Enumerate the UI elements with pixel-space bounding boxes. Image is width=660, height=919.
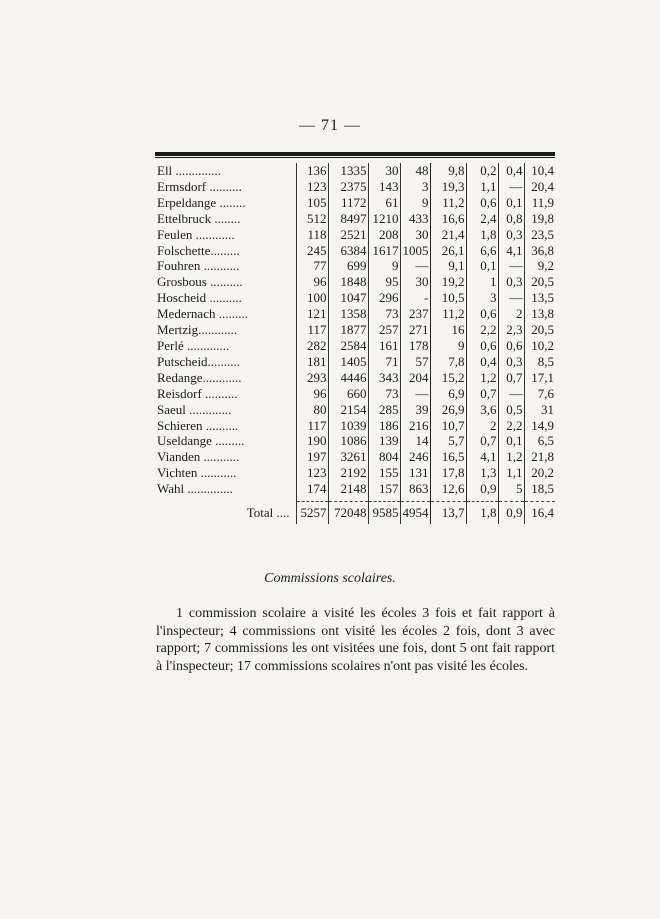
commune-name: Hoscheid .......... bbox=[157, 290, 242, 306]
value-cell-c8: 20,4 bbox=[524, 179, 555, 195]
value-cell-c6: 2,2 bbox=[466, 322, 498, 338]
value-cell-c5: 11,2 bbox=[430, 306, 466, 322]
value-cell-c7: 0,4 bbox=[498, 163, 524, 179]
commune-name: Erpeldange ........ bbox=[157, 194, 246, 210]
value-cell-c4: — bbox=[400, 386, 430, 402]
value-cell-c4: 271 bbox=[400, 322, 430, 338]
value-cell-c8: 20,5 bbox=[524, 322, 555, 338]
value-cell-c7: 2,3 bbox=[498, 322, 524, 338]
value-cell-c2: 1358 bbox=[328, 306, 368, 322]
value-cell-c1: 245 bbox=[296, 243, 328, 259]
value-cell-c3: 155 bbox=[368, 465, 400, 481]
value-cell-c2: 1086 bbox=[328, 433, 368, 449]
value-cell-c8: 16,4 bbox=[524, 502, 555, 525]
table-row bbox=[155, 290, 555, 306]
value-cell-c3: 343 bbox=[368, 370, 400, 386]
table-row bbox=[155, 481, 555, 497]
value-cell-c4: 178 bbox=[400, 338, 430, 354]
statistics-table-block bbox=[155, 152, 555, 524]
body-paragraph: 1 commission scolaire a visité les écoles 3 fois et fait rapport à l'inspecteur; 4 commissions ont visité les écoles 2 fois, dont 3 avec rapport; 7 commissions les ont visitées une fois, dont 5 ont fait rapport à l'inspecteur; 17 commissions scolaires n'ont pas visité les écoles. bbox=[156, 606, 555, 674]
commune-name: Ettelbruck ........ bbox=[157, 210, 241, 226]
value-cell-c7: 0,8 bbox=[498, 211, 524, 227]
value-cell-c8: 11,9 bbox=[524, 195, 555, 211]
value-cell-c1: 174 bbox=[296, 481, 328, 497]
value-cell-c2: 2192 bbox=[328, 465, 368, 481]
value-cell-c4: 4954 bbox=[400, 502, 430, 525]
commune-name: Ell .............. bbox=[157, 163, 221, 178]
value-cell-c5: 19,2 bbox=[430, 274, 466, 290]
value-cell-c1: 293 bbox=[296, 370, 328, 386]
value-cell-c6: 2,4 bbox=[466, 211, 498, 227]
commune-name: Fouhren ........... bbox=[157, 258, 240, 274]
value-cell-c8: 18,5 bbox=[524, 481, 555, 497]
commune-name: Reisdorf .......... bbox=[157, 385, 238, 401]
value-cell-c7: 0,1 bbox=[498, 433, 524, 449]
value-cell-c1: 123 bbox=[296, 465, 328, 481]
value-cell-c8: 10,4 bbox=[524, 163, 555, 179]
value-cell-c7: — bbox=[498, 290, 524, 306]
value-cell-c7: 2,2 bbox=[498, 418, 524, 434]
value-cell-c5: 7,8 bbox=[430, 354, 466, 370]
value-cell-c6: 0,7 bbox=[466, 433, 498, 449]
value-cell-c7: 0,5 bbox=[498, 402, 524, 418]
value-cell-c4: 48 bbox=[400, 163, 430, 179]
commune-name: Vichten ........... bbox=[157, 465, 237, 481]
value-cell-c2: 1039 bbox=[328, 418, 368, 434]
value-cell-c1: 136 bbox=[296, 163, 328, 179]
value-cell-c2: 1335 bbox=[328, 163, 368, 179]
value-cell-c3: 95 bbox=[368, 274, 400, 290]
table-row bbox=[155, 258, 555, 274]
value-cell-c7: 0,3 bbox=[498, 354, 524, 370]
value-cell-c3: 257 bbox=[368, 322, 400, 338]
value-cell-c7: 1,2 bbox=[498, 449, 524, 465]
value-cell-c3: 143 bbox=[368, 179, 400, 195]
value-cell-c6: 3,6 bbox=[466, 402, 498, 418]
value-cell-c3: 296 bbox=[368, 290, 400, 306]
value-cell-c4: 57 bbox=[400, 354, 430, 370]
table-row bbox=[155, 227, 555, 243]
value-cell-c6: 0,6 bbox=[466, 306, 498, 322]
value-cell-c7: 4,1 bbox=[498, 243, 524, 259]
value-cell-c6: 0,1 bbox=[466, 258, 498, 274]
value-cell-c8: 31 bbox=[524, 402, 555, 418]
table-row bbox=[155, 402, 555, 418]
value-cell-c7: 0,9 bbox=[498, 502, 524, 525]
value-cell-c1: 80 bbox=[296, 402, 328, 418]
page-number: — 71 — bbox=[299, 117, 361, 134]
value-cell-c3: 1210 bbox=[368, 211, 400, 227]
value-cell-c2: 660 bbox=[328, 386, 368, 402]
value-cell-c3: 285 bbox=[368, 402, 400, 418]
value-cell-c2: 1047 bbox=[328, 290, 368, 306]
value-cell-c5: 16 bbox=[430, 322, 466, 338]
value-cell-c6: 1,8 bbox=[466, 227, 498, 243]
value-cell-c3: 73 bbox=[368, 306, 400, 322]
value-cell-c5: 11,2 bbox=[430, 195, 466, 211]
value-cell-c1: 282 bbox=[296, 338, 328, 354]
table-row bbox=[155, 179, 555, 195]
value-cell-c6: 0,7 bbox=[466, 386, 498, 402]
commune-name: Grosbous .......... bbox=[157, 274, 243, 290]
commune-name: Ermsdorf .......... bbox=[157, 178, 242, 194]
table-total-row bbox=[155, 502, 555, 525]
value-cell-c3: 73 bbox=[368, 386, 400, 402]
value-cell-c6: 0,6 bbox=[466, 338, 498, 354]
table-row bbox=[155, 211, 555, 227]
table-row bbox=[155, 354, 555, 370]
value-cell-c1: 190 bbox=[296, 433, 328, 449]
value-cell-c8: 21,8 bbox=[524, 449, 555, 465]
value-cell-c2: 6384 bbox=[328, 243, 368, 259]
commune-name: Feulen ............ bbox=[157, 226, 235, 242]
value-cell-c6: 6,6 bbox=[466, 243, 498, 259]
commune-name: Mertzig............ bbox=[157, 322, 238, 338]
table-row bbox=[155, 163, 555, 179]
table-row bbox=[155, 449, 555, 465]
value-cell-c4: 246 bbox=[400, 449, 430, 465]
table-row bbox=[155, 386, 555, 402]
commune-name: Putscheid.......... bbox=[157, 353, 241, 369]
value-cell-c1: 123 bbox=[296, 179, 328, 195]
table-row bbox=[155, 433, 555, 449]
table-row bbox=[155, 306, 555, 322]
value-cell-c4: 1005 bbox=[400, 243, 430, 259]
value-cell-c4: - bbox=[400, 290, 430, 306]
value-cell-c1: 121 bbox=[296, 306, 328, 322]
value-cell-c8: 36,8 bbox=[524, 243, 555, 259]
table-row bbox=[155, 243, 555, 259]
value-cell-c4: 3 bbox=[400, 179, 430, 195]
value-cell-c5: 13,7 bbox=[430, 502, 466, 525]
value-cell-c6: 4,1 bbox=[466, 449, 498, 465]
table-body bbox=[155, 163, 555, 524]
value-cell-c4: 216 bbox=[400, 418, 430, 434]
value-cell-c7: 0,3 bbox=[498, 274, 524, 290]
value-cell-c8: 14,9 bbox=[524, 418, 555, 434]
value-cell-c6: 1,8 bbox=[466, 502, 498, 525]
value-cell-c8: 7,6 bbox=[524, 386, 555, 402]
value-cell-c1: 117 bbox=[296, 418, 328, 434]
value-cell-c8: 9,2 bbox=[524, 258, 555, 274]
value-cell-c3: 71 bbox=[368, 354, 400, 370]
value-cell-c5: 9,8 bbox=[430, 163, 466, 179]
value-cell-c5: 26,1 bbox=[430, 243, 466, 259]
value-cell-c5: 16,6 bbox=[430, 211, 466, 227]
commune-name: Redange............ bbox=[157, 369, 242, 385]
value-cell-c7: 0,6 bbox=[498, 338, 524, 354]
value-cell-c2: 4446 bbox=[328, 370, 368, 386]
value-cell-c1: 96 bbox=[296, 274, 328, 290]
table-row bbox=[155, 418, 555, 434]
value-cell-c5: 17,8 bbox=[430, 465, 466, 481]
value-cell-c7: — bbox=[498, 386, 524, 402]
value-cell-c1: 96 bbox=[296, 386, 328, 402]
value-cell-c3: 1617 bbox=[368, 243, 400, 259]
value-cell-c5: 26,9 bbox=[430, 402, 466, 418]
value-cell-c1: 100 bbox=[296, 290, 328, 306]
table-top-rule-thin bbox=[155, 157, 555, 158]
commune-name: Schieren .......... bbox=[157, 417, 239, 433]
value-cell-c4: 863 bbox=[400, 481, 430, 497]
table-row bbox=[155, 195, 555, 211]
value-cell-c6: 1,2 bbox=[466, 370, 498, 386]
value-cell-c3: 61 bbox=[368, 195, 400, 211]
value-cell-c8: 19,8 bbox=[524, 211, 555, 227]
value-cell-c6: 1,1 bbox=[466, 179, 498, 195]
value-cell-c2: 72048 bbox=[328, 502, 368, 525]
commune-name: Medernach ......... bbox=[157, 306, 248, 322]
value-cell-c4: 237 bbox=[400, 306, 430, 322]
value-cell-c5: 9 bbox=[430, 338, 466, 354]
value-cell-c6: 3 bbox=[466, 290, 498, 306]
value-cell-c1: 105 bbox=[296, 195, 328, 211]
table-row bbox=[155, 465, 555, 481]
value-cell-c1: 181 bbox=[296, 354, 328, 370]
value-cell-c3: 9 bbox=[368, 258, 400, 274]
value-cell-c8: 10,2 bbox=[524, 338, 555, 354]
value-cell-c1: 77 bbox=[296, 258, 328, 274]
value-cell-c2: 1877 bbox=[328, 322, 368, 338]
value-cell-c3: 804 bbox=[368, 449, 400, 465]
value-cell-c8: 6,5 bbox=[524, 433, 555, 449]
value-cell-c8: 8,5 bbox=[524, 354, 555, 370]
table-row bbox=[155, 338, 555, 354]
table-row bbox=[155, 274, 555, 290]
value-cell-c5: 16,5 bbox=[430, 449, 466, 465]
value-cell-c5: 9,1 bbox=[430, 258, 466, 274]
value-cell-c3: 186 bbox=[368, 418, 400, 434]
value-cell-c7: 0,1 bbox=[498, 195, 524, 211]
commune-name: Folschette......... bbox=[157, 242, 240, 258]
value-cell-c5: 15,2 bbox=[430, 370, 466, 386]
value-cell-c6: 0,2 bbox=[466, 163, 498, 179]
value-cell-c4: 204 bbox=[400, 370, 430, 386]
value-cell-c4: 9 bbox=[400, 195, 430, 211]
value-cell-c5: 10,7 bbox=[430, 418, 466, 434]
value-cell-c2: 2148 bbox=[328, 481, 368, 497]
value-cell-c6: 0,9 bbox=[466, 481, 498, 497]
value-cell-c7: 0,7 bbox=[498, 370, 524, 386]
value-cell-c4: 131 bbox=[400, 465, 430, 481]
value-cell-c7: 2 bbox=[498, 306, 524, 322]
value-cell-c2: 3261 bbox=[328, 449, 368, 465]
value-cell-c2: 2584 bbox=[328, 338, 368, 354]
commune-name: Useldange ......... bbox=[157, 433, 245, 449]
value-cell-c6: 2 bbox=[466, 418, 498, 434]
value-cell-c2: 2375 bbox=[328, 179, 368, 195]
section-title: Commissions scolaires. bbox=[264, 571, 396, 586]
value-cell-c3: 157 bbox=[368, 481, 400, 497]
value-cell-c8: 20,2 bbox=[524, 465, 555, 481]
table-top-rule-thick bbox=[155, 152, 555, 156]
value-cell-c5: 12,6 bbox=[430, 481, 466, 497]
value-cell-c3: 139 bbox=[368, 433, 400, 449]
value-cell-c2: 8497 bbox=[328, 211, 368, 227]
value-cell-c8: 17,1 bbox=[524, 370, 555, 386]
value-cell-c4: 14 bbox=[400, 433, 430, 449]
value-cell-c1: 117 bbox=[296, 322, 328, 338]
value-cell-c2: 1848 bbox=[328, 274, 368, 290]
commune-name: Total .... bbox=[246, 504, 290, 520]
value-cell-c6: 1 bbox=[466, 274, 498, 290]
value-cell-c4: 30 bbox=[400, 274, 430, 290]
commune-name: Vianden ........... bbox=[157, 449, 240, 465]
value-cell-c7: 1,1 bbox=[498, 465, 524, 481]
value-cell-c3: 208 bbox=[368, 227, 400, 243]
value-cell-c7: 5 bbox=[498, 481, 524, 497]
value-cell-c4: 433 bbox=[400, 211, 430, 227]
value-cell-c8: 23,5 bbox=[524, 227, 555, 243]
value-cell-c1: 118 bbox=[296, 227, 328, 243]
value-cell-c5: 19,3 bbox=[430, 179, 466, 195]
value-cell-c5: 6,9 bbox=[430, 386, 466, 402]
statistics-table bbox=[155, 163, 555, 524]
value-cell-c7: 0,3 bbox=[498, 227, 524, 243]
value-cell-c3: 161 bbox=[368, 338, 400, 354]
value-cell-c2: 2521 bbox=[328, 227, 368, 243]
value-cell-c7: — bbox=[498, 179, 524, 195]
value-cell-c8: 13,8 bbox=[524, 306, 555, 322]
commune-name: Wahl .............. bbox=[157, 481, 233, 497]
value-cell-c3: 9585 bbox=[368, 502, 400, 525]
value-cell-c7: — bbox=[498, 258, 524, 274]
value-cell-c2: 1405 bbox=[328, 354, 368, 370]
table-row bbox=[155, 370, 555, 386]
value-cell-c3: 30 bbox=[368, 163, 400, 179]
value-cell-c1: 5257 bbox=[296, 502, 328, 525]
value-cell-c8: 13,5 bbox=[524, 290, 555, 306]
value-cell-c8: 20,5 bbox=[524, 274, 555, 290]
commune-name: Perlé ............. bbox=[157, 337, 230, 353]
value-cell-c6: 0,4 bbox=[466, 354, 498, 370]
value-cell-c1: 512 bbox=[296, 211, 328, 227]
value-cell-c2: 1172 bbox=[328, 195, 368, 211]
value-cell-c4: 39 bbox=[400, 402, 430, 418]
value-cell-c5: 5,7 bbox=[430, 433, 466, 449]
value-cell-c1: 197 bbox=[296, 449, 328, 465]
value-cell-c2: 699 bbox=[328, 258, 368, 274]
commune-name: Saeul ............. bbox=[157, 401, 232, 417]
value-cell-c4: — bbox=[400, 258, 430, 274]
value-cell-c2: 2154 bbox=[328, 402, 368, 418]
value-cell-c6: 1,3 bbox=[466, 465, 498, 481]
table-row bbox=[155, 322, 555, 338]
value-cell-c4: 30 bbox=[400, 227, 430, 243]
value-cell-c5: 10,5 bbox=[430, 290, 466, 306]
value-cell-c5: 21,4 bbox=[430, 227, 466, 243]
value-cell-c6: 0,6 bbox=[466, 195, 498, 211]
